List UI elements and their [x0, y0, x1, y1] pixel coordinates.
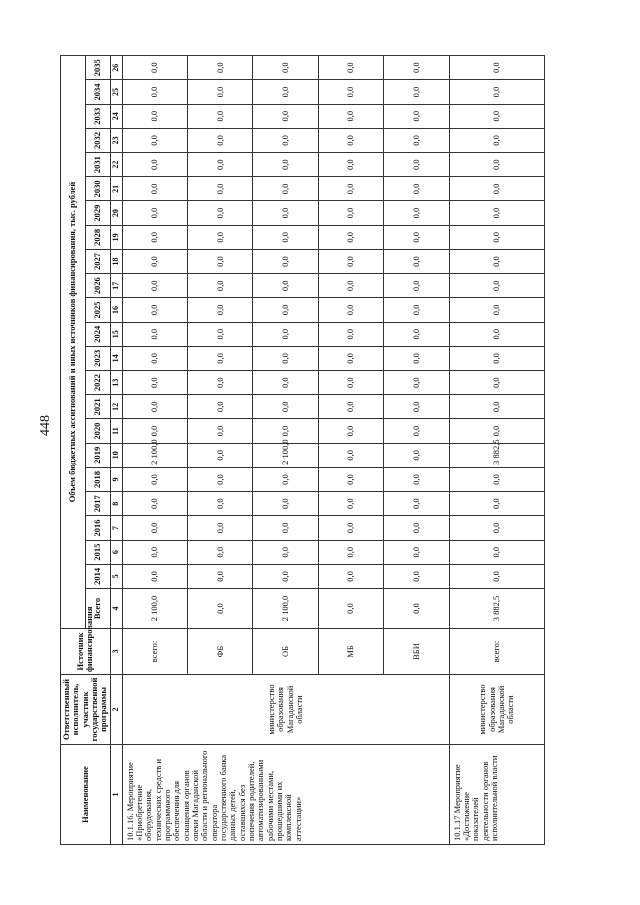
- year-value: 0,0: [253, 201, 318, 225]
- year-value: 0,0: [318, 395, 383, 419]
- year-value: 0,0: [122, 395, 187, 419]
- year-value: 2 100,0: [122, 443, 187, 467]
- year-value: 0,0: [384, 395, 449, 419]
- header-total: Всего: [85, 589, 110, 629]
- year-value: 0,0: [449, 201, 544, 225]
- column-number: 24: [110, 104, 122, 128]
- header-year: 2031: [85, 153, 110, 177]
- year-value: 0,0: [449, 492, 544, 516]
- year-value: 0,0: [384, 249, 449, 273]
- year-value: 0,0: [253, 104, 318, 128]
- year-value: 0,0: [253, 516, 318, 540]
- year-value: 0,0: [122, 492, 187, 516]
- year-value: 0,0: [122, 153, 187, 177]
- header-year: 2014: [85, 564, 110, 588]
- column-number: 26: [110, 56, 122, 80]
- column-number: 15: [110, 322, 122, 346]
- year-value: 0,0: [384, 492, 449, 516]
- column-number: 5: [110, 564, 122, 588]
- column-number: 21: [110, 177, 122, 201]
- year-value: 0,0: [253, 492, 318, 516]
- year-value: 0,0: [187, 322, 252, 346]
- year-value: 0,0: [318, 371, 383, 395]
- header-year: 2022: [85, 371, 110, 395]
- year-value: 0,0: [384, 225, 449, 249]
- year-value: 0,0: [449, 80, 544, 104]
- year-value: 0,0: [384, 443, 449, 467]
- header-year: 2016: [85, 516, 110, 540]
- year-value: 0,0: [122, 201, 187, 225]
- year-value: 0,0: [122, 104, 187, 128]
- year-value: 0,0: [384, 322, 449, 346]
- table-row: [122, 56, 187, 845]
- header-source: Источник финансирования: [61, 629, 111, 675]
- funding-source: ФБ: [187, 629, 252, 675]
- year-value: 0,0: [187, 467, 252, 491]
- year-value: 0,0: [384, 128, 449, 152]
- year-value: 0,0: [122, 298, 187, 322]
- year-value: 0,0: [449, 540, 544, 564]
- year-value: 0,0: [253, 419, 318, 443]
- year-value: 0,0: [122, 516, 187, 540]
- year-value: 0,0: [449, 177, 544, 201]
- year-value: 0,0: [187, 104, 252, 128]
- column-number: 25: [110, 80, 122, 104]
- year-value: 0,0: [384, 516, 449, 540]
- funding-source: ВБИ: [384, 629, 449, 675]
- column-number: 9: [110, 467, 122, 491]
- year-value: 0,0: [384, 153, 449, 177]
- header-executor: Ответственный исполнитель, участник государственной программы: [61, 675, 111, 745]
- year-value: 0,0: [449, 467, 544, 491]
- year-value: 0,0: [449, 225, 544, 249]
- column-number: 19: [110, 225, 122, 249]
- column-number: 11: [110, 419, 122, 443]
- column-number: 13: [110, 371, 122, 395]
- measure-executor: министерство образования Магаданской области: [449, 675, 544, 745]
- year-value: 0,0: [122, 274, 187, 298]
- year-value: 0,0: [384, 419, 449, 443]
- year-value: 0,0: [318, 153, 383, 177]
- header-year: 2023: [85, 346, 110, 370]
- column-number: 10: [110, 443, 122, 467]
- year-value: 0,0: [449, 249, 544, 273]
- year-value: 3 882,5: [449, 443, 544, 467]
- year-value: 0,0: [384, 274, 449, 298]
- header-row-1: [61, 56, 86, 845]
- table-body: [122, 56, 545, 845]
- total-value: 0,0: [187, 589, 252, 629]
- year-value: 0,0: [384, 104, 449, 128]
- year-value: 0,0: [318, 128, 383, 152]
- total-value: 2 100,0: [122, 589, 187, 629]
- year-value: 0,0: [187, 201, 252, 225]
- year-value: 0,0: [318, 419, 383, 443]
- year-value: 0,0: [187, 56, 252, 80]
- year-value: 0,0: [449, 128, 544, 152]
- year-value: 0,0: [187, 80, 252, 104]
- year-value: 0,0: [122, 225, 187, 249]
- year-value: 0,0: [384, 371, 449, 395]
- header-year: 2030: [85, 177, 110, 201]
- year-value: 0,0: [384, 80, 449, 104]
- header-year: 2028: [85, 225, 110, 249]
- year-value: 0,0: [449, 274, 544, 298]
- year-value: 0,0: [253, 540, 318, 564]
- header-year: 2021: [85, 395, 110, 419]
- year-value: 0,0: [384, 540, 449, 564]
- year-value: 0,0: [449, 56, 544, 80]
- total-value: 0,0: [384, 589, 449, 629]
- column-number: 12: [110, 395, 122, 419]
- year-value: 0,0: [384, 177, 449, 201]
- year-value: 0,0: [318, 201, 383, 225]
- column-number: 3: [110, 629, 122, 675]
- year-value: 0,0: [318, 322, 383, 346]
- year-value: 0,0: [122, 564, 187, 588]
- year-value: 0,0: [384, 467, 449, 491]
- header-volume: Объем бюджетных ассигнований и иных источников финансирования, тыс. рублей: [61, 56, 86, 629]
- column-number: 18: [110, 249, 122, 273]
- year-value: 0,0: [187, 225, 252, 249]
- year-value: 0,0: [187, 540, 252, 564]
- year-value: 0,0: [449, 104, 544, 128]
- header-year: 2034: [85, 80, 110, 104]
- year-value: 0,0: [253, 128, 318, 152]
- year-value: 0,0: [318, 443, 383, 467]
- year-value: 0,0: [122, 249, 187, 273]
- year-value: 0,0: [384, 346, 449, 370]
- header-year: 2027: [85, 249, 110, 273]
- year-value: 0,0: [187, 153, 252, 177]
- column-number: 4: [110, 589, 122, 629]
- year-value: 0,0: [253, 249, 318, 273]
- year-value: 0,0: [122, 540, 187, 564]
- year-value: 0,0: [187, 346, 252, 370]
- year-value: 0,0: [318, 298, 383, 322]
- table-row: [449, 56, 544, 845]
- year-value: 0,0: [318, 467, 383, 491]
- funding-source: всего:: [122, 629, 187, 675]
- header-row-numbers: [110, 56, 122, 845]
- total-value: 0,0: [318, 589, 383, 629]
- column-number: 16: [110, 298, 122, 322]
- header-year: 2018: [85, 467, 110, 491]
- year-value: 0,0: [449, 346, 544, 370]
- year-value: 0,0: [253, 177, 318, 201]
- year-value: 0,0: [122, 56, 187, 80]
- year-value: 0,0: [122, 322, 187, 346]
- year-value: 0,0: [253, 371, 318, 395]
- header-year: 2019: [85, 443, 110, 467]
- year-value: 0,0: [318, 104, 383, 128]
- year-value: 0,0: [318, 80, 383, 104]
- header-year: 2026: [85, 274, 110, 298]
- year-value: 0,0: [253, 322, 318, 346]
- year-value: 0,0: [449, 153, 544, 177]
- total-value: 3 882,5: [449, 589, 544, 629]
- column-number: 6: [110, 540, 122, 564]
- year-value: 0,0: [253, 80, 318, 104]
- year-value: 0,0: [253, 56, 318, 80]
- year-value: 0,0: [318, 249, 383, 273]
- year-value: 0,0: [384, 201, 449, 225]
- year-value: 0,0: [318, 225, 383, 249]
- page-number: 448: [38, 415, 53, 436]
- header-year: 2015: [85, 540, 110, 564]
- year-value: 0,0: [449, 371, 544, 395]
- year-value: 0,0: [187, 492, 252, 516]
- header-year: 2035: [85, 56, 110, 80]
- year-value: 0,0: [449, 419, 544, 443]
- year-value: 0,0: [384, 56, 449, 80]
- column-number: 2: [110, 675, 122, 745]
- column-number: 17: [110, 274, 122, 298]
- header-year: 2017: [85, 492, 110, 516]
- column-number: 23: [110, 128, 122, 152]
- year-value: 0,0: [187, 128, 252, 152]
- budget-table-rotated: [60, 55, 520, 845]
- year-value: 0,0: [122, 419, 187, 443]
- year-value: 0,0: [187, 298, 252, 322]
- year-value: 0,0: [253, 274, 318, 298]
- year-value: 0,0: [318, 56, 383, 80]
- year-value: 0,0: [318, 346, 383, 370]
- year-value: 0,0: [122, 467, 187, 491]
- measure-name: 10.1.16. Мероприятие «Приобретение оборудования, технических средств и программного обеспечения для оснащения органов опеки Магаданской области и регионального оператора государственного банка данных детей, оставшихся без попечения родителей, автоматизированными рабочими местами, прошедшими их комплексной аттестации»: [122, 745, 449, 845]
- funding-source: ОБ: [253, 629, 318, 675]
- year-value: 0,0: [187, 516, 252, 540]
- year-value: 0,0: [253, 225, 318, 249]
- header-year: 2020: [85, 419, 110, 443]
- column-number: 1: [110, 745, 122, 845]
- year-value: 0,0: [318, 516, 383, 540]
- year-value: 0,0: [122, 371, 187, 395]
- header-year: 2025: [85, 298, 110, 322]
- year-value: 0,0: [253, 467, 318, 491]
- year-value: 0,0: [318, 492, 383, 516]
- year-value: 0,0: [384, 298, 449, 322]
- column-number: 14: [110, 346, 122, 370]
- year-value: 0,0: [384, 564, 449, 588]
- year-value: 0,0: [449, 322, 544, 346]
- header-name: Наименование: [61, 745, 111, 845]
- year-value: 0,0: [122, 80, 187, 104]
- year-value: 0,0: [449, 516, 544, 540]
- header-year: 2024: [85, 322, 110, 346]
- year-value: 0,0: [122, 177, 187, 201]
- header-year: 2032: [85, 128, 110, 152]
- year-value: 0,0: [449, 298, 544, 322]
- column-number: 22: [110, 153, 122, 177]
- year-value: 0,0: [253, 153, 318, 177]
- year-value: 0,0: [187, 419, 252, 443]
- year-value: 0,0: [449, 564, 544, 588]
- year-value: 0,0: [187, 177, 252, 201]
- funding-source: всего:: [449, 629, 544, 675]
- year-value: 0,0: [253, 346, 318, 370]
- year-value: 2 100,0: [253, 443, 318, 467]
- measure-name: 10.1.17 Мероприятие «Достижение показателей деятельности органов исполнительной власти: [449, 745, 544, 845]
- total-value: 2 100,0: [253, 589, 318, 629]
- year-value: 0,0: [187, 249, 252, 273]
- year-value: 0,0: [122, 346, 187, 370]
- year-value: 0,0: [449, 395, 544, 419]
- year-value: 0,0: [187, 371, 252, 395]
- year-value: 0,0: [253, 564, 318, 588]
- year-value: 0,0: [187, 443, 252, 467]
- year-value: 0,0: [318, 177, 383, 201]
- year-value: 0,0: [187, 274, 252, 298]
- year-value: 0,0: [318, 274, 383, 298]
- column-number: 8: [110, 492, 122, 516]
- year-value: 0,0: [122, 128, 187, 152]
- year-value: 0,0: [187, 395, 252, 419]
- column-number: 7: [110, 516, 122, 540]
- header-year: 2029: [85, 201, 110, 225]
- column-number: 20: [110, 201, 122, 225]
- year-value: 0,0: [253, 298, 318, 322]
- header-year: 2033: [85, 104, 110, 128]
- measure-executor: министерство образования Магаданской области: [122, 675, 449, 745]
- budget-table: [60, 55, 545, 845]
- year-value: 0,0: [187, 564, 252, 588]
- funding-source: МБ: [318, 629, 383, 675]
- year-value: 0,0: [318, 540, 383, 564]
- year-value: 0,0: [253, 395, 318, 419]
- year-value: 0,0: [318, 564, 383, 588]
